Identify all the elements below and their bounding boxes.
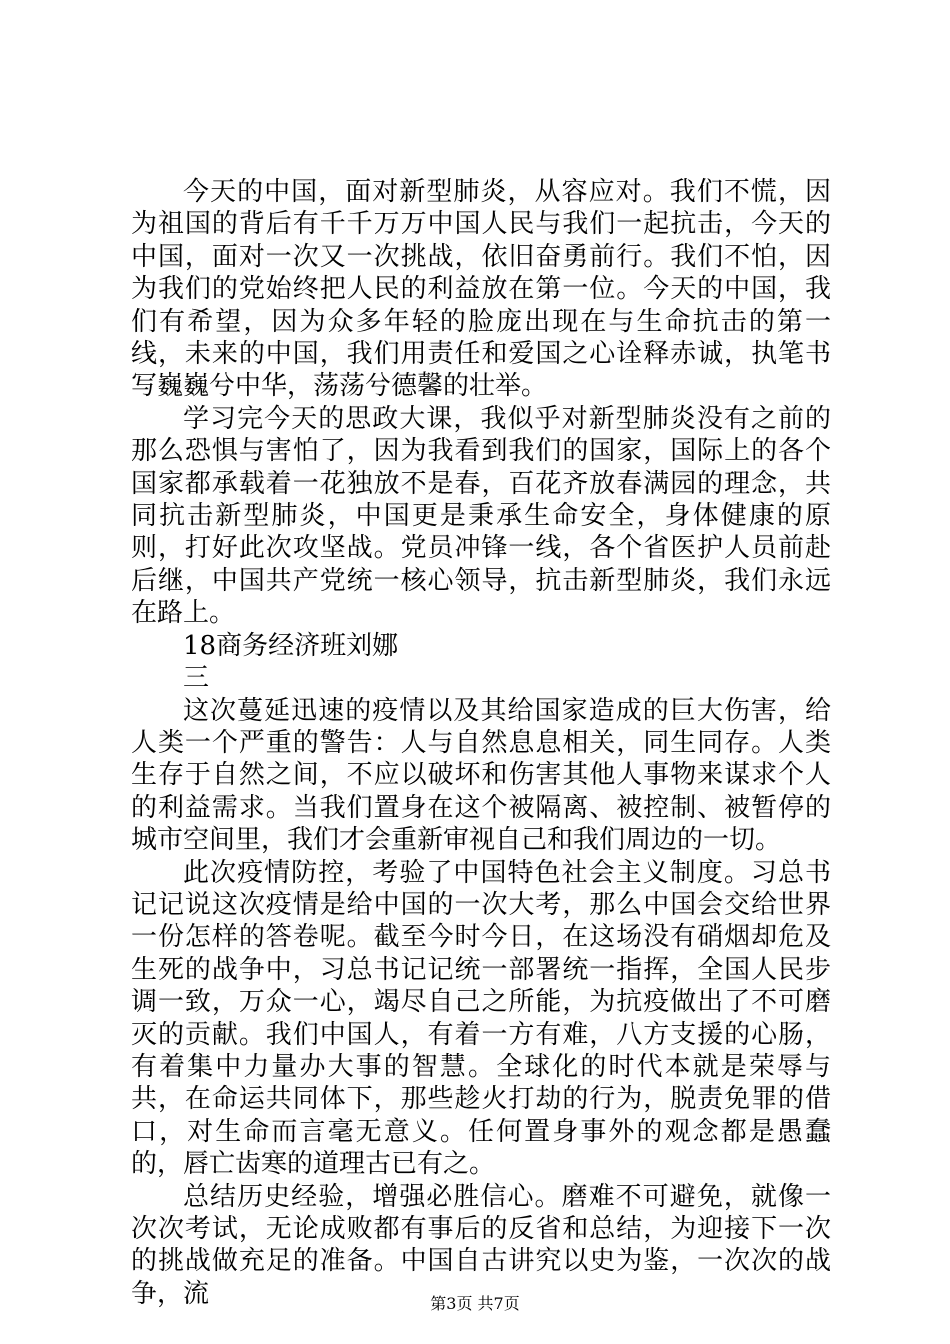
author-line: 18商务经济班刘娜 [183, 630, 399, 661]
paragraph-2: 学习完今天的思政大课，我似乎对新型肺炎没有之前的那么恐惧与害怕了，因为我看到我们的国家，国际上的各个国家都承载着一花独放不是春，百花齐放春满园的理念，共同抗击新型肺炎，中国更是秉承生命安全，身体健康的原则，打好此次攻坚战。党员冲锋一线，各个省医护人员前赴后继，中国共产党统一核心领导，抗击新型肺炎，我们永远在路上。 [131, 403, 831, 629]
paragraph-1: 今天的中国，面对新型肺炎，从容应对。我们不慌，因为祖国的背后有千千万万中国人民与我们一起抗击，今天的中国，面对一次又一次挑战，依旧奋勇前行。我们不怕，因为我们的党始终把人民的利益放在第一位。今天的中国，我们有希望，因为众多年轻的脸庞出现在与生命抗击的第一线，未来的中国，我们用责任和爱国之心诠释赤诚，执笔书写巍巍兮中华，荡荡兮德馨的壮举。 [131, 177, 831, 402]
paragraph-3: 这次蔓延迅速的疫情以及其给国家造成的巨大伤害，给人类一个严重的警告：人与自然息息相关，同生同存。人类生存于自然之间，不应以破坏和伤害其他人事物来谋求个人的利益需求。当我们置身在这个被隔离、被控制、被暂停的城市空间里，我们才会重新审视自己和我们周边的一切。 [131, 695, 831, 856]
paragraph-4: 此次疫情防控，考验了中国特色社会主义制度。习总书记记说这次疫情是给中国的一次大考，那么中国会交给世界一份怎样的答卷呢。截至今时今日，在这场没有硝烟却危及生死的战争中，习总书记记统一部署统一指挥，全国人民步调一致，万众一心，竭尽自己之所能，为抗疫做出了不可磨灭的贡献。我们中国人，有着一方有难，八方支援的心肠，有着集中力量办大事的智慧。全球化的时代本就是荣辱与共，在命运共同体下，那些趁火打劫的行为，脱责免罪的借口，对生命而言毫无意义。任何置身事外的观念都是愚蠢的，唇亡齿寒的道理古已有之。 [131, 857, 831, 1180]
document-body [131, 176, 831, 1310]
paragraph-5: 总结历史经验，增强必胜信心。磨难不可避免，就像一次次考试，无论成败都有事后的反省和总结，为迎接下一次的挑战做充足的准备。中国自古讲究以史为鉴，一次次的战争，流 [131, 1181, 831, 1309]
page-footer: 第3页 共7页 [430, 1294, 520, 1313]
section-number: 三 [183, 663, 210, 694]
